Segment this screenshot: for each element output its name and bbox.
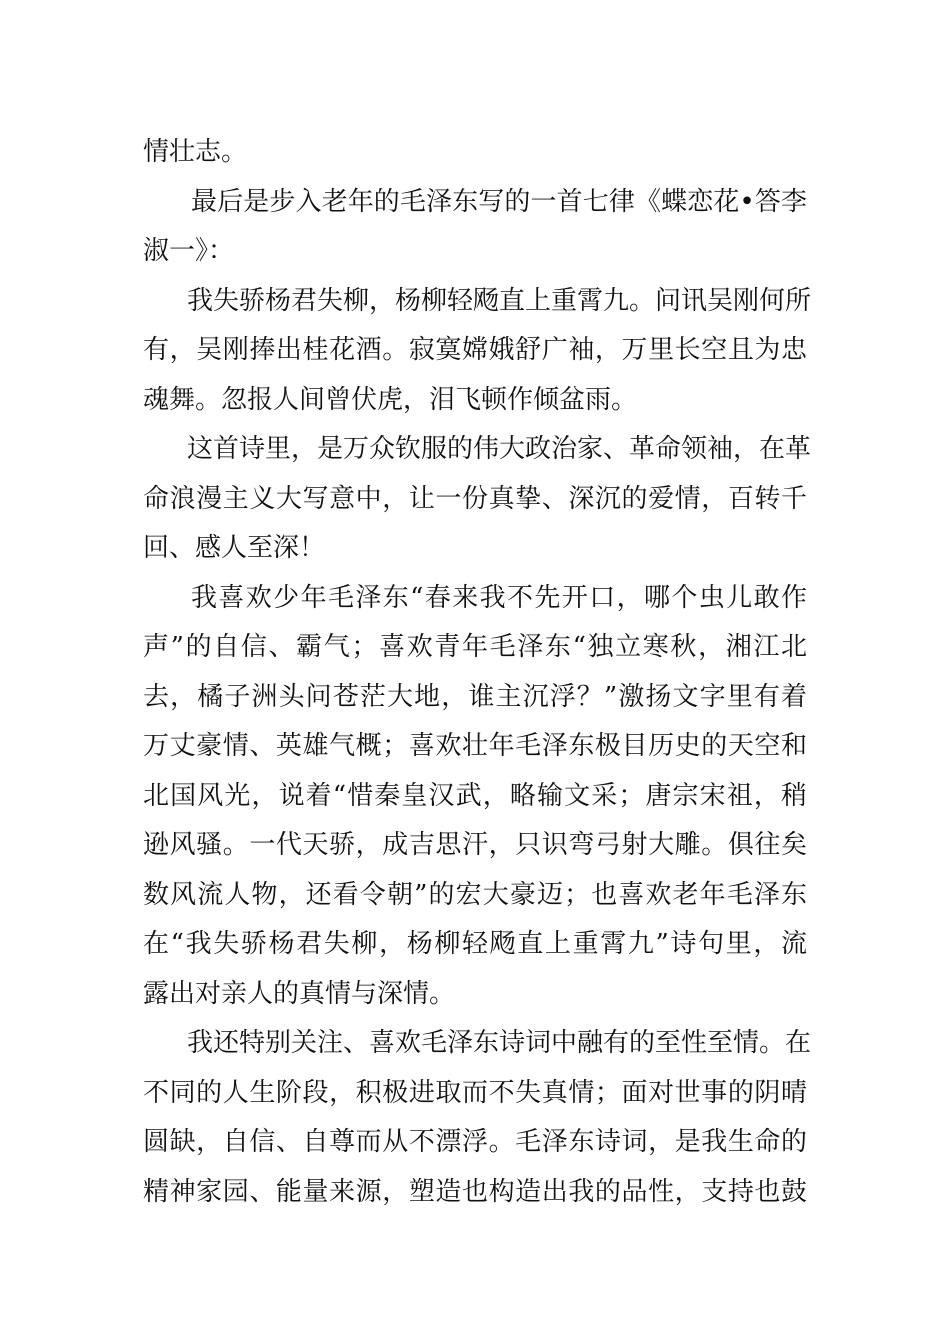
text-line: 不同的人生阶段，积极进取而不失真情；面对世事的阴晴 [143,1077,807,1108]
paragraph-6 [143,1019,812,1217]
text-line: 声”的自信、霸气；喜欢青年毛泽东“独立寒秋，湘江北 [143,632,807,662]
text-line: 这首诗里，是万众钦服的伟大政治家、革命领袖，在革 [187,434,812,464]
paragraph-4 [143,425,812,574]
text-line: 魂舞。忽报人间曾伏虎，泪飞顿作倾盆雨。 [143,384,638,415]
paragraph-5 [143,574,807,1020]
text-line: 精神家园、能量来源，塑造也构造出我的品性，支持也鼓 [143,1176,807,1207]
body-text [143,128,812,1217]
text-line: 逊风骚。一代天骄，成吉思汗，只识弯弓射大雕。俱往矣 [143,830,807,860]
text-line: 命浪漫主义大写意中，让一份真挚、深沉的爱情，百转千 [143,483,807,514]
text-line: 露出对亲人的真情与深情。 [143,978,456,1009]
paragraph-2 [143,178,807,277]
paragraph-1 [143,128,807,178]
text-line: 我还特别关注、喜欢毛泽东诗词中融有的至性至情。在 [187,1028,812,1058]
text-line: 我喜欢少年毛泽东“春来我不先开口，哪个虫儿敢作 [191,582,807,613]
paragraph-3 [143,277,812,426]
text-line: 北国风光，说着“惜秦皇汉武，略输文采；唐宗宋祖，稍 [143,780,807,811]
text-line: 情壮志。 [143,137,248,167]
text-line: 在“我失骄杨君失柳，杨柳轻飏直上重霄九”诗句里，流 [143,929,807,959]
text-line: 我失骄杨君失柳，杨柳轻飏直上重霄九。问讯吴刚何所 [187,285,812,316]
text-line: 最后是步入老年的毛泽东写的一首七律《蝶恋花•答李 [191,186,807,217]
text-line: 数风流人物，还看令朝”的宏大豪迈；也喜欢老年毛泽东 [143,879,807,910]
text-line: 有，吴刚捧出桂花酒。寂寞嫦娥舒广袖，万里长空且为忠 [143,335,807,365]
text-line: 圆缺，自信、自尊而从不漂浮。毛泽东诗词，是我生命的 [143,1127,807,1157]
text-line: 万丈豪情、英雄气概；喜欢壮年毛泽东极目历史的天空和 [143,731,807,761]
text-line: 回、感人至深！ [143,533,326,563]
text-line: 淑一》： [143,236,235,266]
text-line: 去，橘子洲头问苍茫大地，谁主沉浮？”激扬文字里有着 [143,681,807,712]
